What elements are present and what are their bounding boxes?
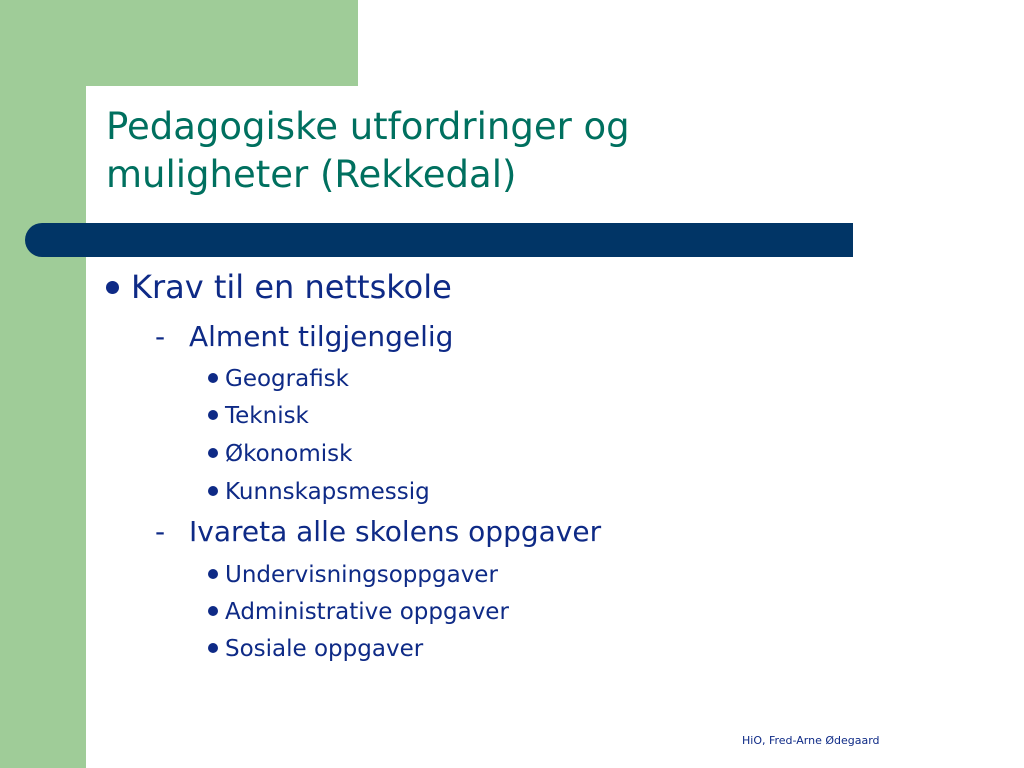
sub-sub-item-level-3 xyxy=(208,599,509,625)
sub-sub-item-level-3 xyxy=(208,636,423,662)
bullet-item-level-1 xyxy=(106,268,452,306)
sub-sub-item-label: Administrative oppgaver xyxy=(225,599,509,625)
top-accent-band xyxy=(0,0,358,86)
sub-sub-item-label: Undervisningsoppgaver xyxy=(225,562,498,588)
sub-sub-item-level-3 xyxy=(208,403,309,429)
sub-sub-item-level-3 xyxy=(208,366,349,392)
sub-sub-item-label: Teknisk xyxy=(225,403,309,429)
bullet-dot-icon xyxy=(208,569,218,579)
sub-item-label: Ivareta alle skolens oppgaver xyxy=(189,515,602,548)
sub-sub-item-level-3 xyxy=(208,562,498,588)
slide-footer: HiO, Fred-Arne Ødegaard xyxy=(742,734,880,747)
bullet-dot-icon xyxy=(208,486,218,496)
sub-item-level-2 xyxy=(155,515,601,548)
bullet-dot-icon xyxy=(208,373,218,383)
bullet-label: Krav til en nettskole xyxy=(131,268,452,306)
bullet-dot-icon xyxy=(208,410,218,420)
left-accent-band xyxy=(0,0,86,768)
bullet-dot-icon xyxy=(208,606,218,616)
sub-sub-item-label: Geografisk xyxy=(225,366,349,392)
slide-title-line-2: muligheter (Rekkedal) xyxy=(106,153,517,196)
bullet-dot-icon xyxy=(106,281,119,294)
bullet-dot-icon xyxy=(208,448,218,458)
sub-sub-item-label: Økonomisk xyxy=(225,441,353,467)
slide-title xyxy=(106,103,886,199)
sub-item-level-2 xyxy=(155,320,453,353)
sub-sub-item-level-3 xyxy=(208,479,430,505)
sub-sub-item-level-3 xyxy=(208,441,352,467)
sub-sub-item-label: Kunnskapsmessig xyxy=(225,479,430,505)
bullet-dot-icon xyxy=(208,643,218,653)
dash-marker-icon: - xyxy=(155,515,166,548)
dash-marker-icon: - xyxy=(155,320,166,353)
sub-sub-item-label: Sosiale oppgaver xyxy=(225,636,424,662)
slide-title-line-1: Pedagogiske utfordringer og xyxy=(106,105,630,148)
sub-item-label: Alment tilgjengelig xyxy=(189,320,454,353)
title-divider-bar xyxy=(25,223,853,257)
